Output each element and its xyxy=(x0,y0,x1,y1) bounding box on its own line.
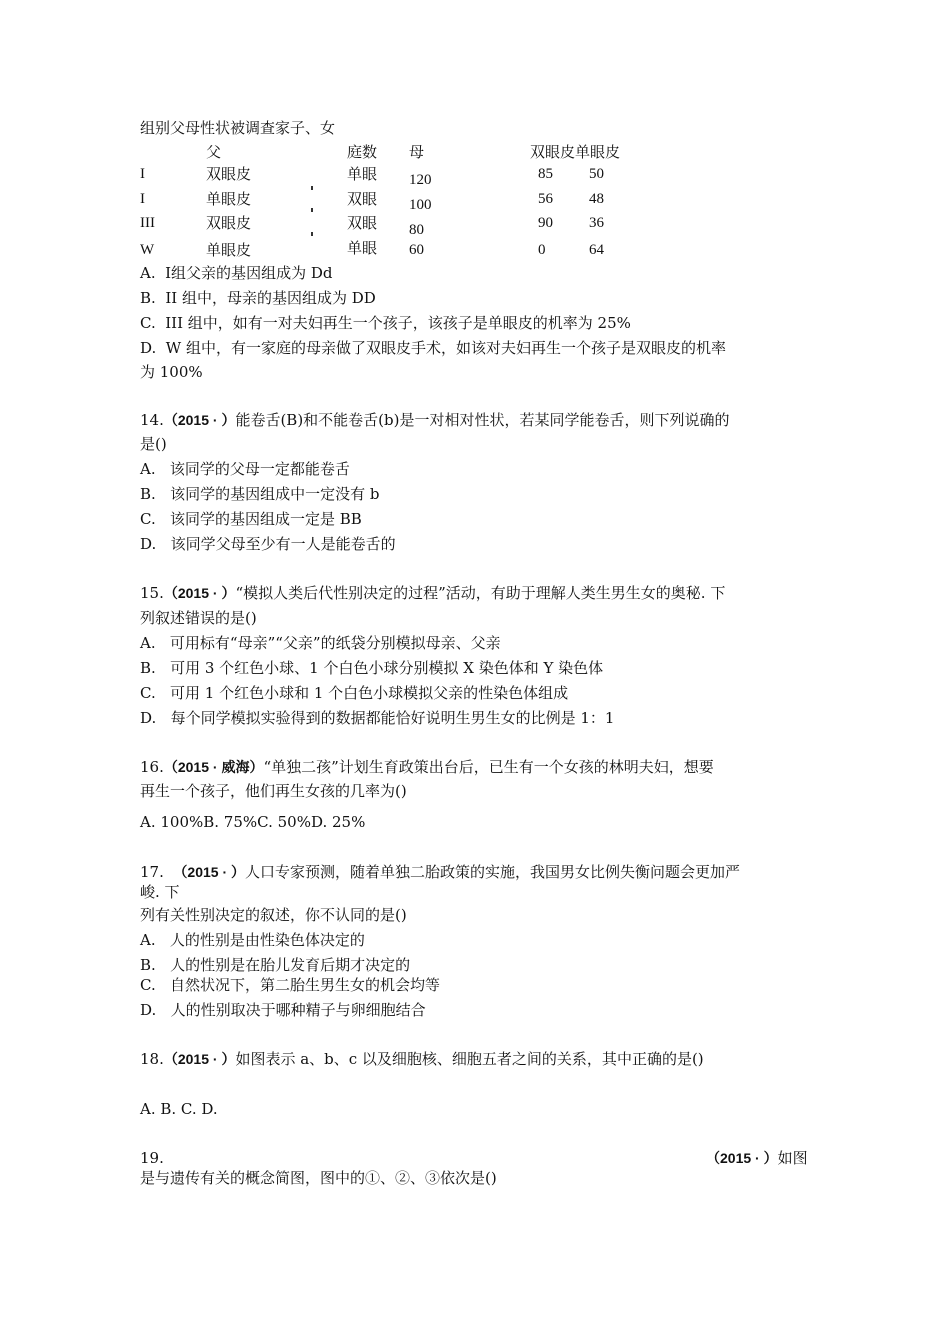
question-19-source xyxy=(706,1148,808,1168)
q17-stem-cont: 列有关性别决定的叙述，你不认同的是() xyxy=(140,906,407,924)
table-row-2-mother: 双眼 xyxy=(347,190,378,208)
table-row-3-single: 36 xyxy=(589,215,604,231)
table-header-line1: 组别父母性状被调查家子、女 xyxy=(140,119,336,137)
q19-number: 19. xyxy=(140,1149,164,1167)
q19-stem-start: 如图 xyxy=(777,1149,808,1167)
table-row-3-father: 双眼皮 xyxy=(206,214,252,232)
q16-stem: “单独二孩”计划生育政策出台后，已生有一个女孩的林明夫妇，想要 xyxy=(263,758,714,776)
q14-source: （2015 · ） xyxy=(163,412,236,428)
table-row-3-double: 90 xyxy=(538,215,553,231)
table-row-1-mother: 单眼 xyxy=(347,165,378,183)
table-row-1-double: 85 xyxy=(538,166,553,182)
q15-option-d: D. 每个同学模拟实验得到的数据都能恰好说明生男生女的比例是 1：1 xyxy=(140,709,615,727)
table-row-2-group: I xyxy=(140,191,145,207)
q14-option-b: B. 该同学的基因组成中一定没有 b xyxy=(140,485,380,503)
table-row-4-single: 64 xyxy=(589,242,604,258)
table-row-1-count: 120 xyxy=(409,172,432,188)
table-header-mother: 母 xyxy=(409,143,425,161)
table-header-family-count: 庭数 xyxy=(347,143,378,161)
table-row-4-group: W xyxy=(140,242,155,258)
question-15 xyxy=(140,583,725,603)
q17-option-a: A. 人的性别是由性染色体决定的 xyxy=(140,931,365,949)
table-row-3-mother: 双眼 xyxy=(347,214,378,232)
table-row-4-double: 0 xyxy=(538,242,546,258)
q14-option-d: D. 该同学父母至少有一人是能卷舌的 xyxy=(140,535,396,553)
q18-stem: 如图表示 a、b、c 以及细胞核、细胞五者之间的关系，其中正确的是() xyxy=(235,1050,704,1068)
q15-option-a: A. 可用标有“母亲”“父亲”的纸袋分别模拟母亲、父亲 xyxy=(140,634,501,652)
table-row-1-single: 50 xyxy=(589,166,604,182)
table-row-2-father: 单眼皮 xyxy=(206,190,252,208)
q15-source: （2015 · ） xyxy=(163,585,236,601)
q16-number: 16. xyxy=(140,758,164,776)
scan-speck xyxy=(311,186,313,190)
q13-option-a: A. Ⅰ组父亲的基因组成为 Dd xyxy=(140,264,333,282)
q18-source: （2015 · ） xyxy=(163,1051,236,1067)
question-18 xyxy=(140,1049,704,1069)
table-row-1-father: 双眼皮 xyxy=(206,165,252,183)
q14-option-c: C. 该同学的基因组成一定是 BB xyxy=(140,510,362,528)
q14-stem: 能卷舌(B)和不能卷舌(b)是一对相对性状，若某同学能卷舌，则下列说确的 xyxy=(235,411,730,429)
q14-stem-cont: 是() xyxy=(140,435,167,453)
q17-stem-wrap: 峻. 下 xyxy=(140,883,180,901)
table-row-4-mother: 单眼 xyxy=(347,239,378,257)
q13-option-c: C. III 组中，如有一对夫妇再生一个孩子，该孩子是单眼皮的机率为 25% xyxy=(140,314,631,332)
q17-source: （2015 · ） xyxy=(173,864,245,880)
q13-option-d-cont: 为 100% xyxy=(140,363,203,381)
q19-stem: 是与遗传有关的概念简图，图中的①、②、③依次是() xyxy=(140,1169,497,1187)
q13-option-d: D. W 组中，有一家庭的母亲做了双眼皮手术，如该对夫妇再生一个孩子是双眼皮的机率 xyxy=(140,339,726,357)
q16-options: A. 100%B. 75%C. 50%D. 25% xyxy=(140,813,366,831)
q14-option-a: A. 该同学的父母一定都能卷舌 xyxy=(140,460,350,478)
q16-stem-cont: 再生一个孩子，他们再生女孩的几率为() xyxy=(140,782,407,800)
q13-option-b: B. II 组中，母亲的基因组成为 DD xyxy=(140,289,376,307)
table-row-2-double: 56 xyxy=(538,191,553,207)
q16-source: （2015 · 威海） xyxy=(163,759,264,775)
q17-option-c: C. 自然状况下，第二胎生男生女的机会均等 xyxy=(140,976,441,994)
q15-number: 15. xyxy=(140,584,164,602)
table-row-3-group: III xyxy=(140,215,155,231)
scan-speck xyxy=(311,232,313,236)
question-16 xyxy=(140,757,714,777)
question-17 xyxy=(140,862,740,882)
table-row-2-count: 100 xyxy=(409,197,432,213)
table-row-2-single: 48 xyxy=(589,191,604,207)
q17-option-d: D. 人的性别取决于哪种精子与卵细胞结合 xyxy=(140,1001,426,1019)
q15-stem: “模拟人类后代性别决定的过程”活动，有助于理解人类生男生女的奥秘. 下 xyxy=(235,584,726,602)
q17-number: 17. xyxy=(140,863,164,881)
question-14 xyxy=(140,410,730,430)
q17-stem: 人口专家预测，随着单独二胎政策的实施，我国男女比例失衡问题会更加严 xyxy=(245,863,741,881)
table-row-3-count: 80 xyxy=(409,222,424,238)
q17-option-b: B. 人的性别是在胎儿发育后期才决定的 xyxy=(140,956,411,974)
scan-speck xyxy=(311,208,313,212)
q19-source: （2015 · ） xyxy=(706,1150,778,1166)
table-row-4-father: 单眼皮 xyxy=(206,241,252,259)
q14-number: 14. xyxy=(140,411,164,429)
q15-option-c: C. 可用 1 个红色小球和 1 个白色小球模拟父亲的性染色体组成 xyxy=(140,684,569,702)
table-row-1-group: I xyxy=(140,166,145,182)
table-header-father: 父 xyxy=(206,143,222,161)
table-header-children: 双眼皮单眼皮 xyxy=(530,143,621,161)
q15-stem-cont: 列叙述错误的是() xyxy=(140,609,257,627)
q18-number: 18. xyxy=(140,1050,164,1068)
q15-option-b: B. 可用 3 个红色小球、1 个白色小球分别模拟 X 染色体和 Y 染色体 xyxy=(140,659,604,677)
table-row-4-count: 60 xyxy=(409,242,424,258)
q18-options: A. B. C. D. xyxy=(140,1100,218,1118)
